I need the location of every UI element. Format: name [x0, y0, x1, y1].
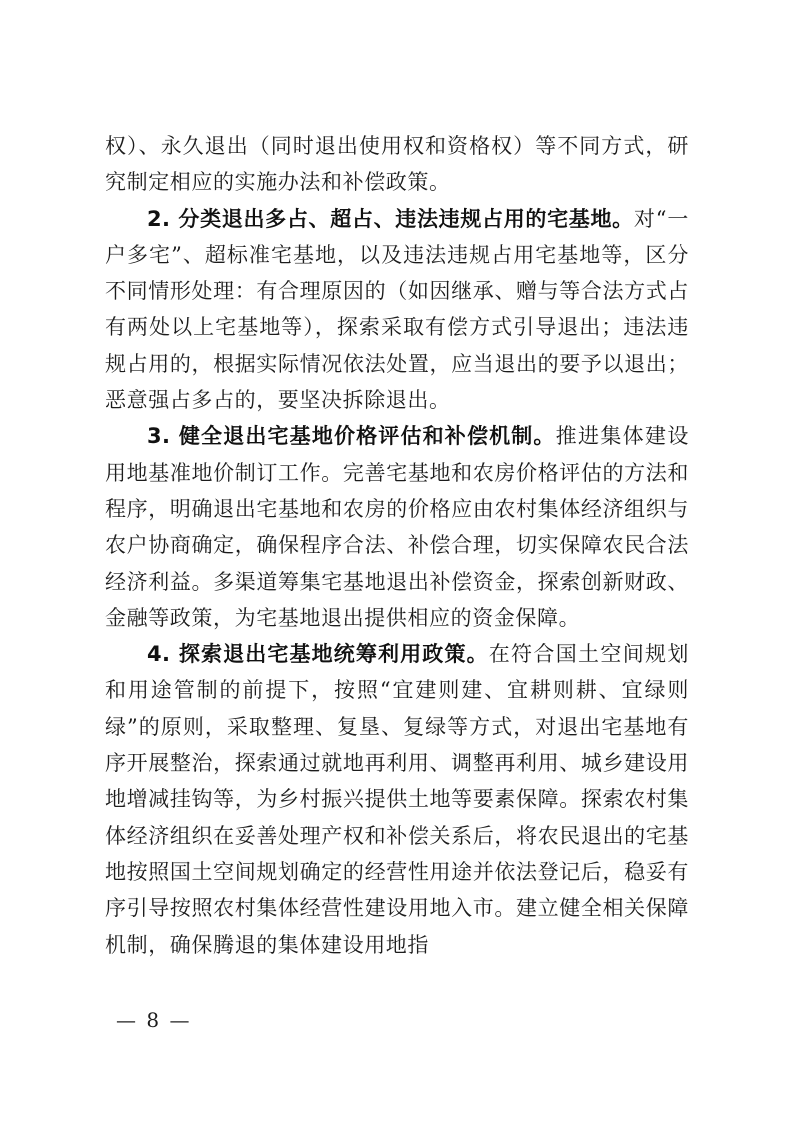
paragraph-2: [105, 201, 689, 419]
paragraph-continuation: [105, 128, 689, 201]
paragraph-text: 对“一户多宅”、超标准宅基地，以及违法违规占用宅基地等，区分不同情形处理：有合理原因的（如因继承、赠与等合法方式占有两处以上宅基地等），探索采取有偿方式引导退出；违法违规占用的，根据实际情况依法处置，应当退出的要予以退出；恶意强占多占的，要坚决拆除退出。: [105, 206, 689, 413]
paragraph-text: 推进集体建设用地基准地价制订工作。完善宅基地和农房价格评估的方法和程序，明确退出宅基地和农房的价格应由农村集体经济组织与农户协商确定，确保程序合法、补偿合理，切实保障农民合法经济利益。多渠道筹集宅基地退出补偿资金，探索创新财政、金融等政策，为宅基地退出提供相应的资金保障。: [105, 424, 689, 630]
paragraph-3: [105, 418, 689, 636]
paragraph-4: [105, 636, 689, 963]
paragraph-text: 在符合国土空间规划和用途管制的前提下，按照“宜建则建、宜耕则耕、宜绿则绿”的原则，采取整理、复垦、复绿等方式，对退出宅基地有序开展整治，探索通过就地再利用、调整再利用、城乡建设用地增减挂钩等，为乡村振兴提供土地等要素保障。探索农村集体经济组织在妥善处理产权和补偿关系后，将农民退出的宅基地按照国土空间规划确定的经营性用途并依法登记后，稳妥有序引导按照农村集体经营性建设用地入市。建立健全相关保障机制，确保腾退的集体建设用地指: [105, 642, 689, 957]
paragraph-text: 权）、永久退出（同时退出使用权和资格权）等不同方式，研究制定相应的实施办法和补偿政策。: [105, 134, 689, 195]
paragraph-heading: 3. 健全退出宅基地价格评估和补偿机制。: [147, 424, 556, 449]
page-number: — 8 —: [116, 1008, 192, 1032]
document-body: [105, 128, 689, 963]
paragraph-heading: 4. 探索退出宅基地统筹利用政策。: [147, 642, 489, 667]
paragraph-heading: 2. 分类退出多占、超占、违法违规占用的宅基地。: [147, 206, 634, 231]
